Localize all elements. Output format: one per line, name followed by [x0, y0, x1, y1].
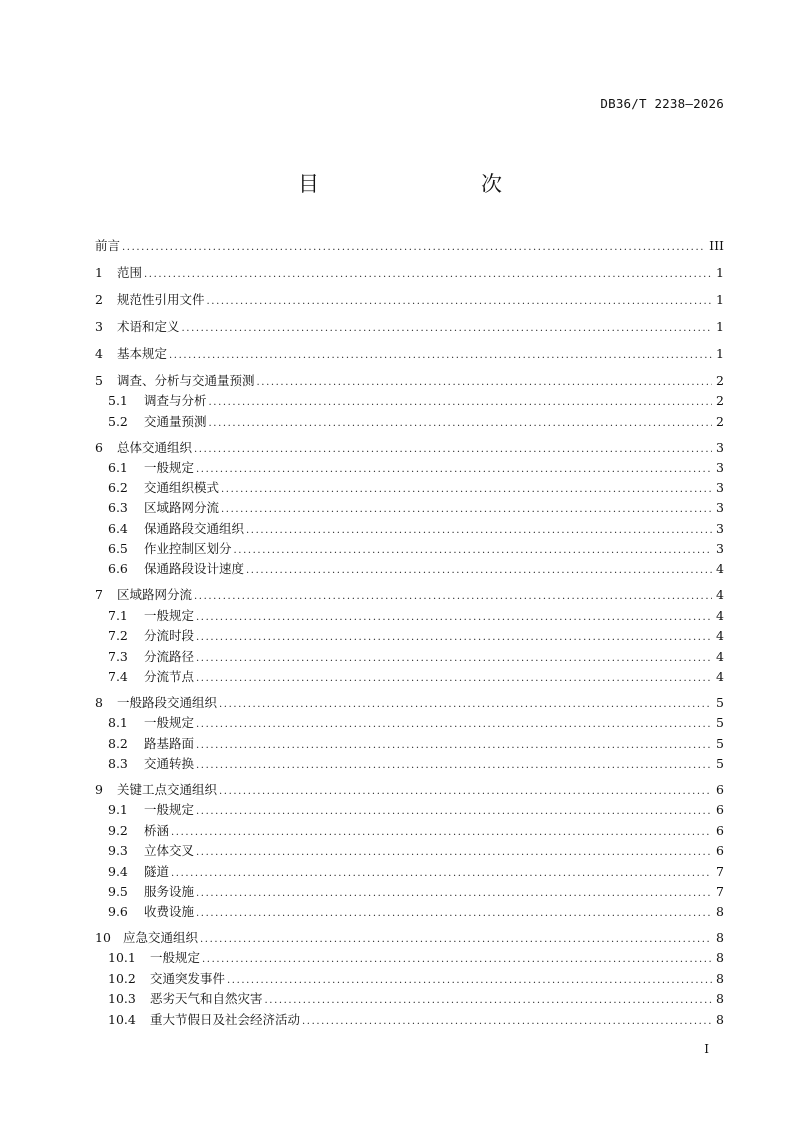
dot-leader: [196, 715, 712, 735]
toc-entry-page: 1: [716, 319, 724, 334]
toc-entry-number: 10.2: [108, 971, 136, 986]
toc-entry[interactable]: [95, 585, 724, 605]
dot-leader: [182, 319, 713, 339]
toc-entry-label: 一般规定: [144, 802, 195, 817]
dot-leader: [227, 971, 712, 991]
toc-entry-label: 总体交通组织: [117, 440, 193, 455]
dot-leader: [209, 393, 713, 413]
toc-entry-page: 7: [716, 864, 724, 879]
toc-entry-page: 8: [716, 1012, 724, 1027]
toc-entry[interactable]: [108, 902, 724, 922]
toc-entry[interactable]: [108, 647, 724, 667]
toc-entry[interactable]: [108, 412, 724, 432]
dot-leader: [196, 736, 712, 756]
page-title: 目 次: [298, 172, 542, 196]
toc-entry-label: 一般规定: [144, 460, 195, 475]
toc-entry-label: 基本规定: [117, 346, 168, 361]
toc-entry-label: 收费设施: [144, 904, 195, 919]
toc-entry-page: 3: [716, 440, 724, 455]
dot-leader: [221, 480, 712, 500]
toc-entry-page: 3: [716, 480, 724, 495]
toc-entry[interactable]: [95, 693, 724, 713]
toc-entry-label: 恶劣天气和自然灾害: [150, 991, 263, 1006]
toc-entry-label: 保通路段设计速度: [144, 561, 245, 576]
toc-entry-number: 9.1: [108, 802, 128, 817]
toc-entry-number: 7.3: [108, 649, 128, 664]
dot-leader: [246, 561, 712, 581]
toc-entry-page: 4: [716, 649, 724, 664]
toc-entry-label: 分流时段: [144, 628, 195, 643]
toc-entry-label: 一般路段交通组织: [117, 695, 218, 710]
toc-entry[interactable]: [95, 371, 724, 391]
toc-entry-label: 一般规定: [144, 608, 195, 623]
toc-entry-page: 8: [716, 950, 724, 965]
toc-entry-number: 9.2: [108, 823, 128, 838]
toc-entry-page: 5: [716, 715, 724, 730]
toc-entry[interactable]: [108, 559, 724, 579]
toc-entry[interactable]: [95, 928, 724, 948]
toc-entry-number: 8.3: [108, 756, 128, 771]
dot-leader: [194, 440, 712, 460]
toc-entry-number: 6.3: [108, 500, 128, 515]
toc-entry[interactable]: [108, 519, 724, 539]
dot-leader: [219, 695, 712, 715]
dot-leader: [196, 843, 712, 863]
toc-entry[interactable]: [95, 290, 724, 310]
dot-leader: [234, 541, 713, 561]
toc-entry-page: 2: [716, 414, 724, 429]
toc-entry[interactable]: [108, 882, 724, 902]
toc-entry-number: 4: [95, 346, 103, 361]
toc-entry-label: 调查与分析: [144, 393, 207, 408]
dot-leader: [171, 823, 712, 843]
toc-entry-page: 6: [716, 843, 724, 858]
toc-entry-number: 8.2: [108, 736, 128, 751]
dot-leader: [265, 991, 713, 1011]
toc-entry-page: 4: [716, 628, 724, 643]
dot-leader: [171, 864, 712, 884]
toc-entry-number: 8: [95, 695, 103, 710]
toc-entry-label: 区域路网分流: [117, 587, 193, 602]
toc-entry-page: 6: [716, 823, 724, 838]
toc-entry-number: 7.4: [108, 669, 128, 684]
toc-entry[interactable]: [108, 606, 724, 626]
toc-entry-label: 作业控制区划分: [144, 541, 232, 556]
toc-entry-label: 交通突发事件: [150, 971, 226, 986]
toc-entry-number: 10.1: [108, 950, 136, 965]
toc-entry[interactable]: [108, 626, 724, 646]
toc-entry-label: 关键工点交通组织: [117, 782, 218, 797]
dot-leader: [194, 587, 712, 607]
toc-entry-label: 术语和定义: [117, 319, 180, 334]
dot-leader: [196, 460, 712, 480]
toc-entry-number: 5.1: [108, 393, 128, 408]
toc-entry[interactable]: [108, 800, 724, 820]
dot-leader: [221, 500, 712, 520]
toc-entry-label: 交通转换: [144, 756, 195, 771]
toc-entry-number: 6.1: [108, 460, 128, 475]
toc-entry-page: 1: [716, 346, 724, 361]
toc-entry-page: 3: [716, 521, 724, 536]
toc-entry-number: 6: [95, 440, 103, 455]
toc-entry-page: 3: [716, 541, 724, 556]
toc-entry-label: 规范性引用文件: [117, 292, 205, 307]
toc-entry-number: 9: [95, 782, 103, 797]
dot-leader: [196, 628, 712, 648]
dot-leader: [196, 884, 712, 904]
toc-entry-number: 2: [95, 292, 103, 307]
toc-entry[interactable]: [108, 821, 724, 841]
toc-entry[interactable]: [108, 458, 724, 478]
toc-entry[interactable]: [108, 713, 724, 733]
dot-leader: [257, 373, 713, 393]
toc-entry-label: 前言: [95, 238, 121, 253]
toc-entry[interactable]: [95, 263, 724, 283]
toc-entry-label: 桥涵: [144, 823, 170, 838]
toc-entry[interactable]: [108, 734, 724, 754]
toc-entry-page: 3: [716, 500, 724, 515]
toc-entry-page: 8: [716, 991, 724, 1006]
toc-entry-number: 10: [95, 930, 111, 945]
toc-entry-label: 路基路面: [144, 736, 195, 751]
toc-entry[interactable]: [108, 1010, 724, 1030]
toc-entry[interactable]: [108, 667, 724, 687]
dot-leader: [207, 292, 713, 312]
toc-entry-number: 6.6: [108, 561, 128, 576]
toc-entry-number: 6.4: [108, 521, 128, 536]
dot-leader: [144, 265, 712, 285]
toc-entry-number: 7.1: [108, 608, 128, 623]
dot-leader: [302, 1012, 712, 1032]
toc-entry[interactable]: [108, 989, 724, 1009]
dot-leader: [122, 238, 705, 258]
toc-entry-page: 3: [716, 460, 724, 475]
toc-entry-number: 5: [95, 373, 103, 388]
toc-entry-page: 7: [716, 884, 724, 899]
toc-entry-page: III: [709, 238, 724, 253]
toc-entry-number: 7.2: [108, 628, 128, 643]
toc-entry-number: 9.6: [108, 904, 128, 919]
toc-entry[interactable]: [108, 841, 724, 861]
toc-entry-number: 10.3: [108, 991, 136, 1006]
dot-leader: [219, 782, 712, 802]
toc-entry-label: 一般规定: [144, 715, 195, 730]
dot-leader: [246, 521, 712, 541]
toc-entry-page: 8: [716, 904, 724, 919]
dot-leader: [196, 904, 712, 924]
toc-entry-number: 1: [95, 265, 103, 280]
toc-entry[interactable]: [108, 498, 724, 518]
dot-leader: [202, 950, 712, 970]
toc-entry-page: 5: [716, 756, 724, 771]
toc-entry-label: 立体交叉: [144, 843, 195, 858]
toc-entry-label: 保通路段交通组织: [144, 521, 245, 536]
toc-entry-page: 2: [716, 393, 724, 408]
dot-leader: [209, 414, 713, 434]
toc-entry[interactable]: [95, 344, 724, 364]
toc-entry-label: 分流节点: [144, 669, 195, 684]
toc-entry-page: 6: [716, 802, 724, 817]
toc-entry-page: 4: [716, 608, 724, 623]
dot-leader: [169, 346, 712, 366]
toc-entry[interactable]: [108, 969, 724, 989]
toc-entry-number: 9.5: [108, 884, 128, 899]
dot-leader: [196, 608, 712, 628]
toc-entry-page: 4: [716, 561, 724, 576]
toc-entry-page: 1: [716, 265, 724, 280]
toc-entry[interactable]: [108, 754, 724, 774]
toc-entry-label: 范围: [117, 265, 143, 280]
toc-entry-number: 9.4: [108, 864, 128, 879]
toc-entry[interactable]: [108, 478, 724, 498]
toc-entry-page: 6: [716, 782, 724, 797]
toc-entry-number: 6.5: [108, 541, 128, 556]
toc-entry[interactable]: [108, 948, 724, 968]
toc-entry-number: 3: [95, 319, 103, 334]
toc-entry-page: 4: [716, 587, 724, 602]
toc-entry-label: 隧道: [144, 864, 170, 879]
toc-entry[interactable]: [108, 539, 724, 559]
toc-entry[interactable]: [95, 236, 724, 256]
toc-entry-page: 8: [716, 971, 724, 986]
document-id: DB36/T 2238—2026: [600, 96, 724, 111]
toc-entry-number: 5.2: [108, 414, 128, 429]
dot-leader: [196, 669, 712, 689]
toc-entry-number: 7: [95, 587, 103, 602]
toc-entry-page: 5: [716, 736, 724, 751]
toc-entry[interactable]: [95, 317, 724, 337]
toc-entry-number: 6.2: [108, 480, 128, 495]
toc-entry[interactable]: [108, 862, 724, 882]
toc-entry[interactable]: [95, 780, 724, 800]
toc-entry-page: 8: [716, 930, 724, 945]
toc-entry-number: 10.4: [108, 1012, 136, 1027]
dot-leader: [196, 649, 712, 669]
page-number: I: [704, 1042, 709, 1056]
toc-entry-label: 调查、分析与交通量预测: [117, 373, 255, 388]
dot-leader: [200, 930, 712, 950]
toc-entry-page: 2: [716, 373, 724, 388]
toc-entry-page: 4: [716, 669, 724, 684]
toc-entry-label: 交通组织模式: [144, 480, 220, 495]
dot-leader: [196, 802, 712, 822]
toc-entry-label: 区域路网分流: [144, 500, 220, 515]
toc-entry-label: 重大节假日及社会经济活动: [150, 1012, 301, 1027]
toc-entry-label: 应急交通组织: [123, 930, 199, 945]
toc-entry-label: 交通量预测: [144, 414, 207, 429]
toc-entry-label: 服务设施: [144, 884, 195, 899]
toc-entry-page: 1: [716, 292, 724, 307]
dot-leader: [196, 756, 712, 776]
toc-entry-number: 9.3: [108, 843, 128, 858]
toc-entry-label: 一般规定: [150, 950, 201, 965]
toc-entry-page: 5: [716, 695, 724, 710]
toc-entry[interactable]: [95, 438, 724, 458]
toc-entry-number: 8.1: [108, 715, 128, 730]
toc-entry-label: 分流路径: [144, 649, 195, 664]
toc-entry[interactable]: [108, 391, 724, 411]
